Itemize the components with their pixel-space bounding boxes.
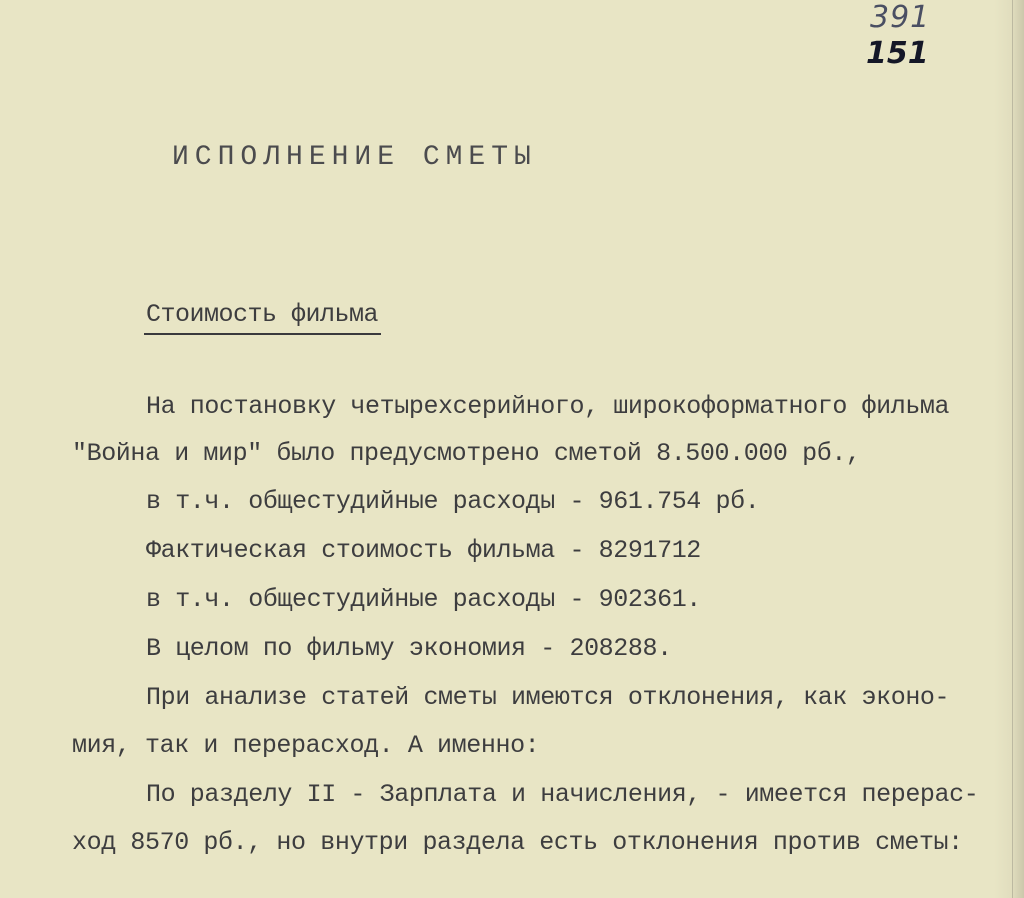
text-line-1: На постановку четырехсерийного, широкоформатного фильма: [146, 392, 950, 421]
section-heading: Стоимость фильма: [146, 300, 379, 329]
section-heading-underline: [144, 333, 381, 335]
text-line-7: При анализе статей сметы имеются отклонения, как эконо-: [146, 683, 950, 712]
page-edge-shadow: [994, 0, 1024, 898]
text-line-4: Фактическая стоимость фильма - 8291712: [146, 536, 701, 565]
handwritten-folio-number-top: 391: [870, 0, 931, 35]
document-title: ИСПОЛНЕНИЕ СМЕТЫ: [172, 142, 537, 173]
handwritten-folio-number-bottom: 151: [866, 36, 929, 71]
page-edge-line: [1012, 0, 1013, 898]
text-line-8: мия, так и перерасход. А именно:: [72, 731, 540, 760]
text-line-2: "Война и мир" было предусмотрено сметой 8.500.000 рб.,: [72, 439, 861, 468]
text-line-9: По разделу II - Зарплата и начисления, - имеется перерас-: [146, 780, 979, 809]
text-line-10: ход 8570 рб., но внутри раздела есть отклонения против сметы:: [72, 828, 963, 857]
text-line-5: в т.ч. общестудийные расходы - 902361.: [146, 585, 701, 614]
text-line-3: в т.ч. общестудийные расходы - 961.754 рб.: [146, 487, 760, 516]
text-line-6: В целом по фильму экономия - 208288.: [146, 634, 672, 663]
